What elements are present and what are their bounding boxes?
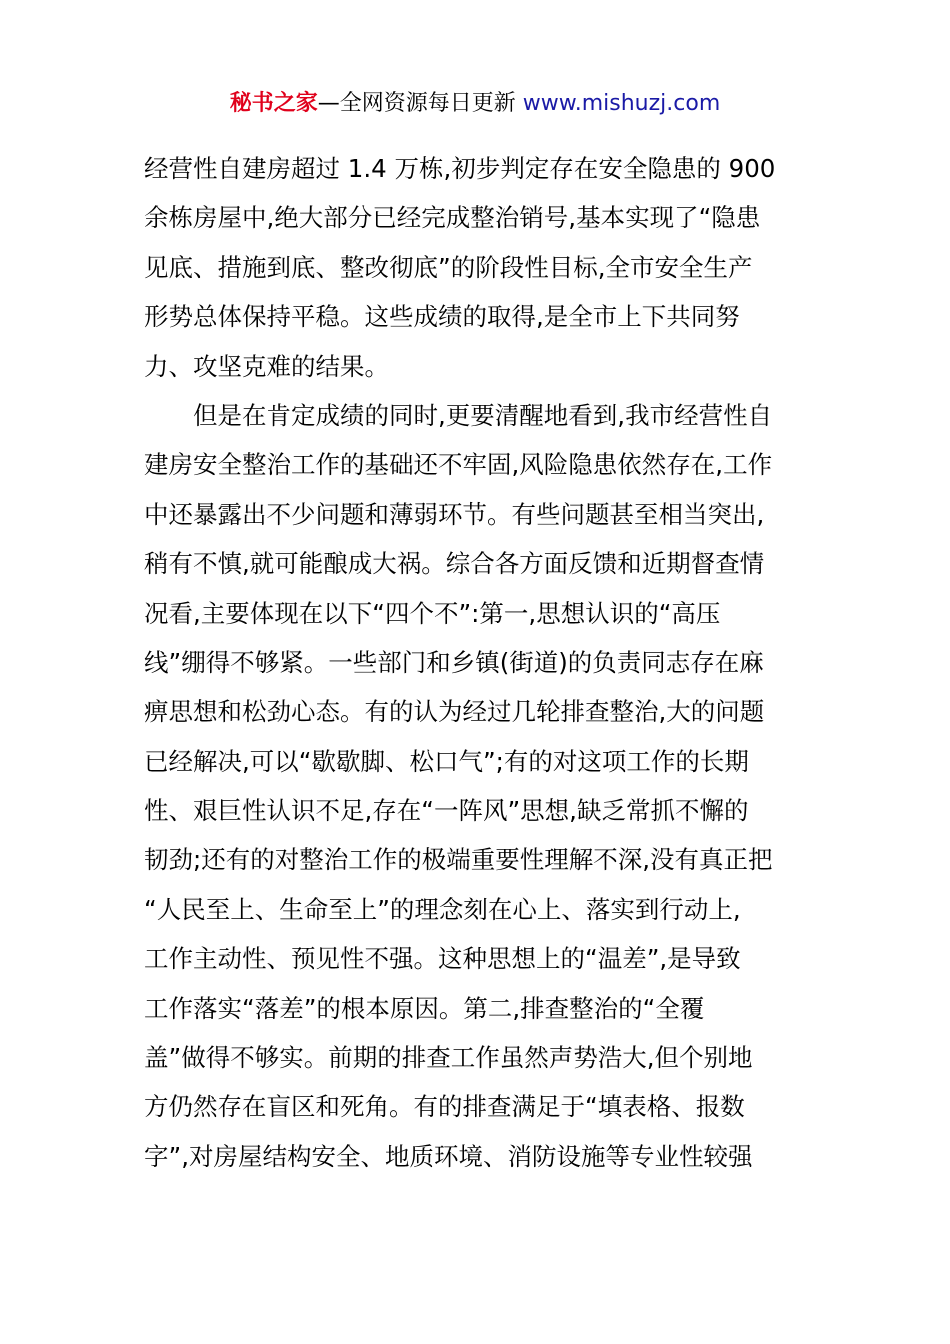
text-line: 中还暴露出不少问题和薄弱环节。有些问题甚至相当突出, — [144, 499, 765, 529]
text-line: 力、攻坚克难的结果。 — [144, 351, 389, 381]
text-line: 韧劲;还有的对整治工作的极端重要性理解不深,没有真正把 — [144, 845, 773, 875]
text-line: 见底、措施到底、整改彻底”的阶段性目标,全市安全生产 — [144, 252, 753, 282]
text-line: 字”,对房屋结构安全、地质环境、消防设施等专业性较强 — [144, 1141, 753, 1171]
site-url[interactable]: www.mishuzj.com — [522, 91, 721, 116]
text-line: 余栋房屋中,绝大部分已经完成整治销号,基本实现了“隐患 — [144, 203, 761, 233]
text-line: 但是在肯定成绩的同时,更要清醒地看到,我市经营性自 — [144, 400, 773, 430]
site-brand: 秘书之家 — [229, 91, 318, 116]
text-line: 工作落实“落差”的根本原因。第二,排查整治的“全覆 — [144, 993, 705, 1023]
text-line: “人民至上、生命至上”的理念刻在心上、落实到行动上, — [144, 894, 741, 924]
text-line: 工作主动性、预见性不强。这种思想上的“温差”,是导致 — [144, 944, 741, 974]
site-header — [0, 86, 950, 122]
document-body — [144, 144, 808, 1181]
text-line: 建房安全整治工作的基础还不牢固,风险隐患依然存在,工作 — [144, 450, 773, 480]
text-line: 形势总体保持平稳。这些成绩的取得,是全市上下共同努 — [144, 302, 740, 332]
text-line: 稍有不慎,就可能酿成大祸。综合各方面反馈和近期督查情 — [144, 549, 765, 579]
text-line: 盖”做得不够实。前期的排查工作虽然声势浩大,但个别地 — [144, 1043, 753, 1073]
site-tagline: —全网资源每日更新 — [317, 91, 523, 116]
text-line: 性、艰巨性认识不足,存在“一阵风”思想,缺乏常抓不懈的 — [144, 796, 749, 826]
text-line: 况看,主要体现在以下“四个不”:第一,思想认识的“高压 — [144, 598, 721, 628]
text-line: 已经解决,可以“歇歇脚、松口气”;有的对这项工作的长期 — [144, 746, 749, 776]
text-line: 痹思想和松劲心态。有的认为经过几轮排查整治,大的问题 — [144, 697, 765, 727]
text-line: 方仍然存在盲区和死角。有的排查满足于“填表格、报数 — [144, 1092, 745, 1122]
text-line: 经营性自建房超过 1.4 万栋,初步判定存在安全隐患的 900 — [144, 154, 776, 183]
text-line: 线”绷得不够紧。一些部门和乡镇(街道)的负责同志存在麻 — [144, 647, 764, 677]
